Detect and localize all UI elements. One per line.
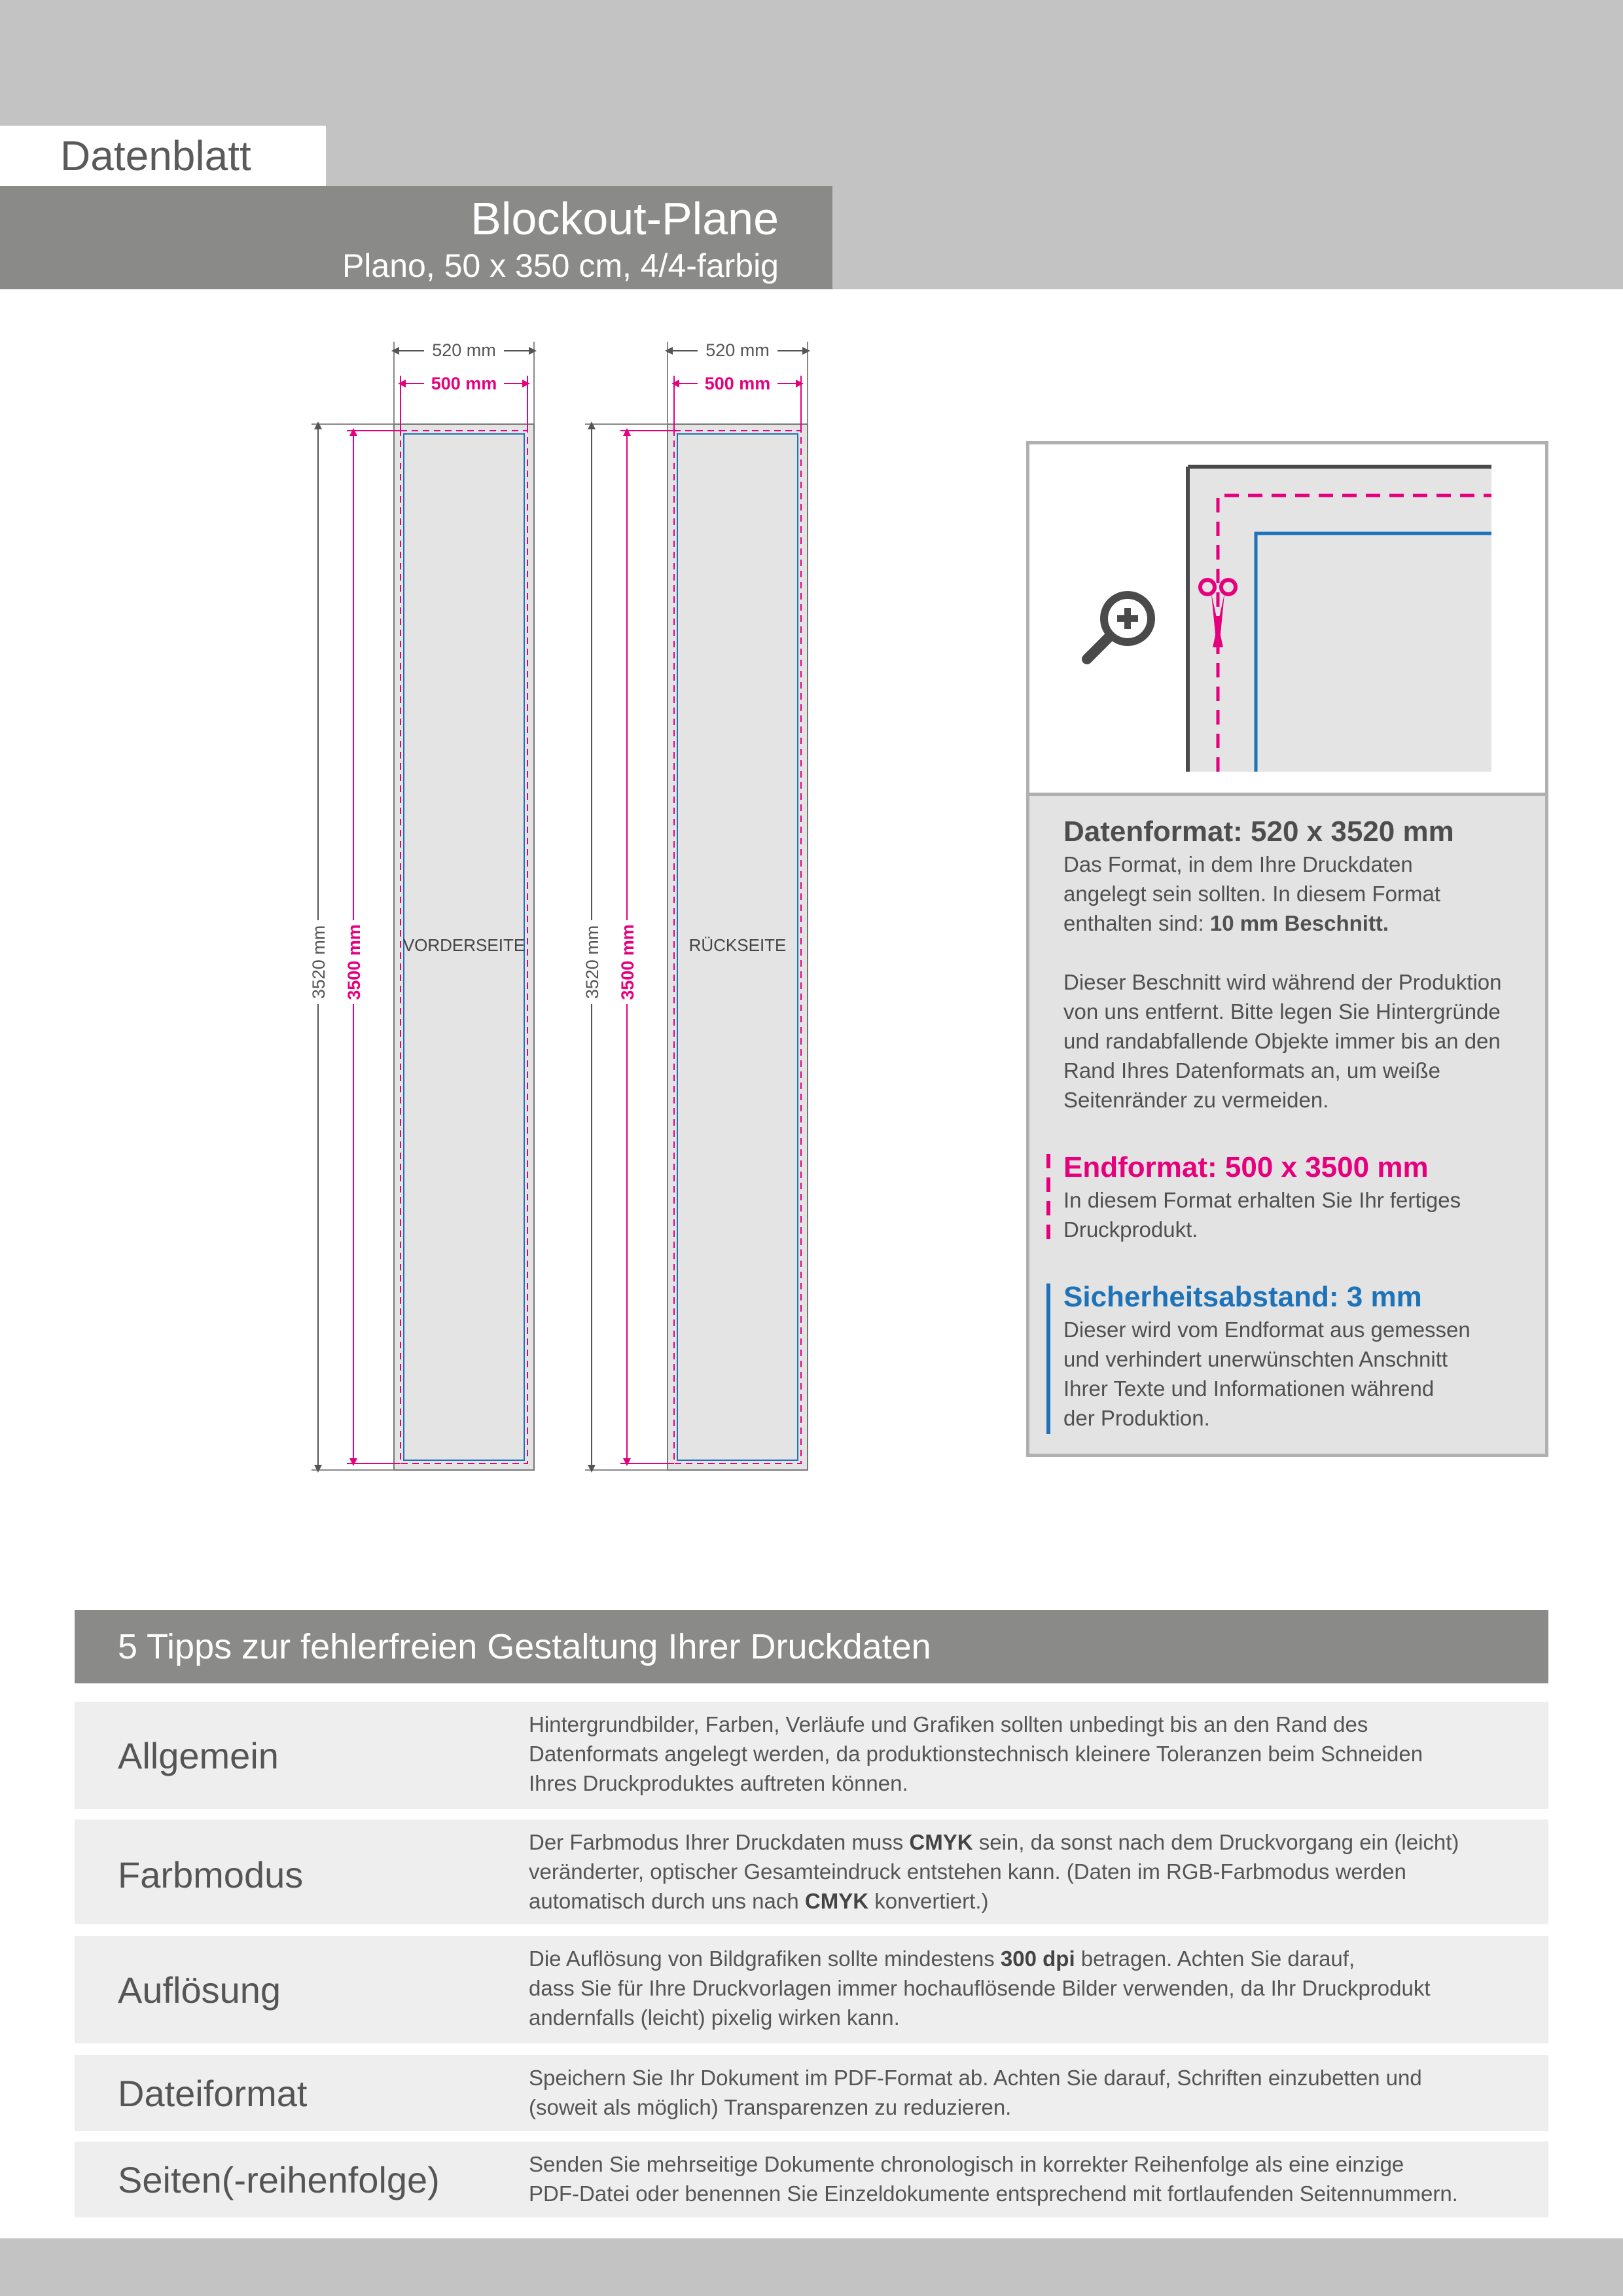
- trim-line: und randabfallende Objekte immer bis an den: [1063, 1029, 1501, 1053]
- front-height-outer-label: 3520 mm: [309, 925, 329, 999]
- tip-line-text: sein, da sonst nach dem Druckvorgang ein (leicht): [972, 1830, 1459, 1854]
- tip-line: veränderter, optischer Gesamteindruck entstehen kann. (Daten im RGB-Farbmodus werden: [529, 1859, 1406, 1884]
- format-info-text: [1029, 793, 1545, 1454]
- product-title: Blockout-Plane: [471, 193, 779, 244]
- trim-line: Dieser Beschnitt wird während der Produktion: [1063, 970, 1502, 994]
- corner-detail: [1029, 444, 1545, 793]
- trim-line: Rand Ihres Datenformats an, um weiße: [1063, 1058, 1440, 1083]
- tip-emphasis: 300 dpi: [1000, 1946, 1075, 1971]
- endformat-section: [1063, 1150, 1532, 1244]
- tip-line: Ihres Druckproduktes auftreten können.: [529, 1771, 908, 1795]
- dataformat-line-text: enthalten sind:: [1063, 911, 1210, 935]
- front-width-outer-label: 520 mm: [432, 340, 496, 360]
- back-side-label: RÜCKSEITE: [688, 935, 787, 955]
- endformat-line: Druckprodukt.: [1063, 1217, 1198, 1242]
- tip-line: Hintergrundbilder, Farben, Verläufe und Grafiken sollten unbedingt bis an den Rand des: [529, 1712, 1368, 1736]
- tip-line: Speichern Sie Ihr Dokument im PDF-Format ab. Achten Sie darauf, Schriften einzubetten und: [529, 2066, 1422, 2090]
- tip-line-text: betragen. Achten Sie darauf,: [1075, 1946, 1355, 1971]
- tip-label: Auflösung: [118, 1969, 281, 2011]
- back-height-outer-label: 3520 mm: [582, 925, 602, 999]
- safety-section: [1063, 1280, 1532, 1433]
- front-side-label: VORDERSEITE: [402, 935, 526, 955]
- back-height-inner-label: 3500 mm: [618, 924, 637, 1000]
- tip-text: [529, 1944, 1533, 2032]
- back-width-inner-label: 500 mm: [704, 374, 771, 393]
- tip-row-allgemein: [75, 1702, 1548, 1809]
- tip-label: Seiten(-reihenfolge): [118, 2159, 440, 2200]
- front-width-inner-label: 500 mm: [431, 374, 497, 393]
- bleed-amount: 10 mm Beschnitt.: [1209, 911, 1389, 935]
- back-width-outer-label: 520 mm: [705, 340, 770, 360]
- tip-text: [529, 2063, 1533, 2122]
- tip-emphasis: CMYK: [909, 1830, 973, 1854]
- dataformat-line: Das Format, in dem Ihre Druckdaten: [1063, 852, 1413, 876]
- trim-line: von uns entfernt. Bitte legen Sie Hintergründe: [1063, 999, 1501, 1024]
- magnifier-plus-icon: [1087, 591, 1155, 659]
- endformat-title: Endformat: 500 x 3500 mm: [1063, 1151, 1429, 1183]
- safety-title: Sicherheitsabstand: 3 mm: [1063, 1281, 1422, 1313]
- tip-row-farbmodus: [75, 1820, 1548, 1924]
- tip-label: Farbmodus: [118, 1854, 304, 1895]
- tip-line: [529, 1886, 1533, 1916]
- tip-line: [529, 1827, 1533, 1857]
- tip-row-seiten: [75, 2142, 1548, 2217]
- tip-label: Dateiformat: [118, 2073, 308, 2114]
- format-diagram: [0, 289, 982, 1533]
- safety-line: der Produktion.: [1063, 1406, 1210, 1430]
- tip-line: PDF-Datei oder benennen Sie Einzeldokumente entsprechend mit fortlaufenden Seitennummern.: [529, 2181, 1458, 2206]
- safety-line: Ihrer Texte und Informationen während: [1063, 1376, 1435, 1401]
- tip-label: Allgemein: [118, 1735, 279, 1776]
- dataformat-line: angelegt sein sollten. In diesem Format: [1063, 882, 1440, 906]
- tip-line: [529, 1944, 1533, 1973]
- tip-line-text: konvertiert.): [868, 1889, 989, 1913]
- tip-text: [529, 1827, 1533, 1916]
- tip-line: Senden Sie mehrseitige Dokumente chronologisch in korrekter Reihenfolge als eine einzige: [529, 2152, 1404, 2176]
- footer-band: [0, 2238, 1623, 2296]
- product-subtitle: Plano, 50 x 350 cm, 4/4-farbig: [342, 247, 779, 284]
- tip-line: andernfalls (leicht) pixelig wirken kann.: [529, 2005, 900, 2030]
- front-side-drawing: [308, 339, 534, 1470]
- trim-line: Seitenränder zu vermeiden.: [1063, 1088, 1329, 1112]
- tip-emphasis: CMYK: [804, 1889, 869, 1913]
- endformat-line: In diesem Format erhalten Sie Ihr fertiges: [1063, 1188, 1461, 1212]
- tips-heading: 5 Tipps zur fehlerfreien Gestaltung Ihrer Druckdaten: [75, 1610, 1548, 1683]
- tip-text: [529, 2149, 1533, 2208]
- tip-row-dateiformat: [75, 2055, 1548, 2131]
- document-type-label: Datenblatt: [0, 126, 326, 186]
- safety-line: und verhindert unerwünschten Anschnitt: [1063, 1347, 1448, 1371]
- back-side-drawing: [581, 339, 808, 1470]
- dataformat-title: Datenformat: 520 x 3520 mm: [1063, 816, 1454, 848]
- tip-line: (soweit als möglich) Transparenzen zu reduzieren.: [529, 2095, 1012, 2119]
- tip-line-text: Der Farbmodus Ihrer Druckdaten muss: [529, 1830, 910, 1854]
- tip-line-text: automatisch durch uns nach: [529, 1889, 805, 1913]
- safety-line: Dieser wird vom Endformat aus gemessen: [1063, 1318, 1471, 1342]
- tip-row-aufloesung: [75, 1936, 1548, 2043]
- product-title-box: [0, 186, 832, 289]
- endformat-marker: [1046, 1154, 1050, 1242]
- tip-line: dass Sie für Ihre Druckvorlagen immer hochauflösende Bilder verwenden, da Ihr Druckprodukt: [529, 1976, 1431, 2000]
- tip-text: [529, 1710, 1533, 1798]
- safety-marker: [1046, 1283, 1050, 1434]
- tip-line-text: Die Auflösung von Bildgrafiken sollte mindestens: [529, 1946, 1001, 1971]
- dataformat-line: [1063, 908, 1532, 938]
- tip-line: Datenformats angelegt werden, da produktionstechnisch kleinere Toleranzen beim Schneiden: [529, 1742, 1423, 1766]
- front-height-inner-label: 3500 mm: [344, 924, 364, 1000]
- format-info-panel: [1026, 441, 1548, 1457]
